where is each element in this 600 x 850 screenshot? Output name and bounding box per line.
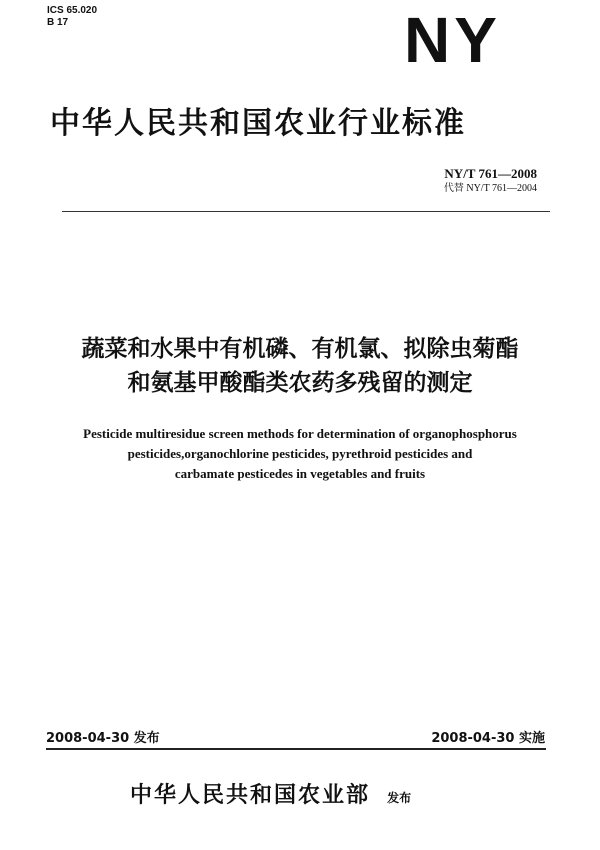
top-divider [62,211,550,212]
replaces-note: 代替 NY/T 761—2004 [443,183,537,194]
english-title-line: pesticides,organochlorine pesticides, pyrethroid pesticides and [127,446,473,461]
english-title [30,424,570,484]
ministry-name: 中华人民共和国农业部 [130,783,371,808]
implementation-date: 2008-04-30 实施 [431,731,545,746]
english-title-line: Pesticide multiresidue screen methods for determination of organophosphorus [83,426,517,441]
ny-logo: NY [404,4,501,76]
english-title-line: carbamate pesticedes in vegetables and fruits [174,466,426,481]
chinese-title [30,332,570,400]
issuing-authority [130,778,411,809]
standard-type-title: 中华人民共和国农业行业标准 [50,106,466,141]
issue-label: 发布 [387,791,412,805]
ccs-code: B 17 [47,17,69,28]
ics-code: ICS 65.020 [47,5,98,16]
chinese-title-line: 蔬菜和水果中有机磷、有机氯、拟除虫菊酯 [81,336,519,362]
bottom-divider [46,748,546,750]
chinese-title-line: 和氨基甲酸酯类农药多残留的测定 [127,370,473,396]
standard-number-block [444,166,537,196]
standard-number: NY/T 761—2008 [444,166,537,181]
classification-codes [47,5,97,29]
publication-date: 2008-04-30 发布 [46,731,160,746]
